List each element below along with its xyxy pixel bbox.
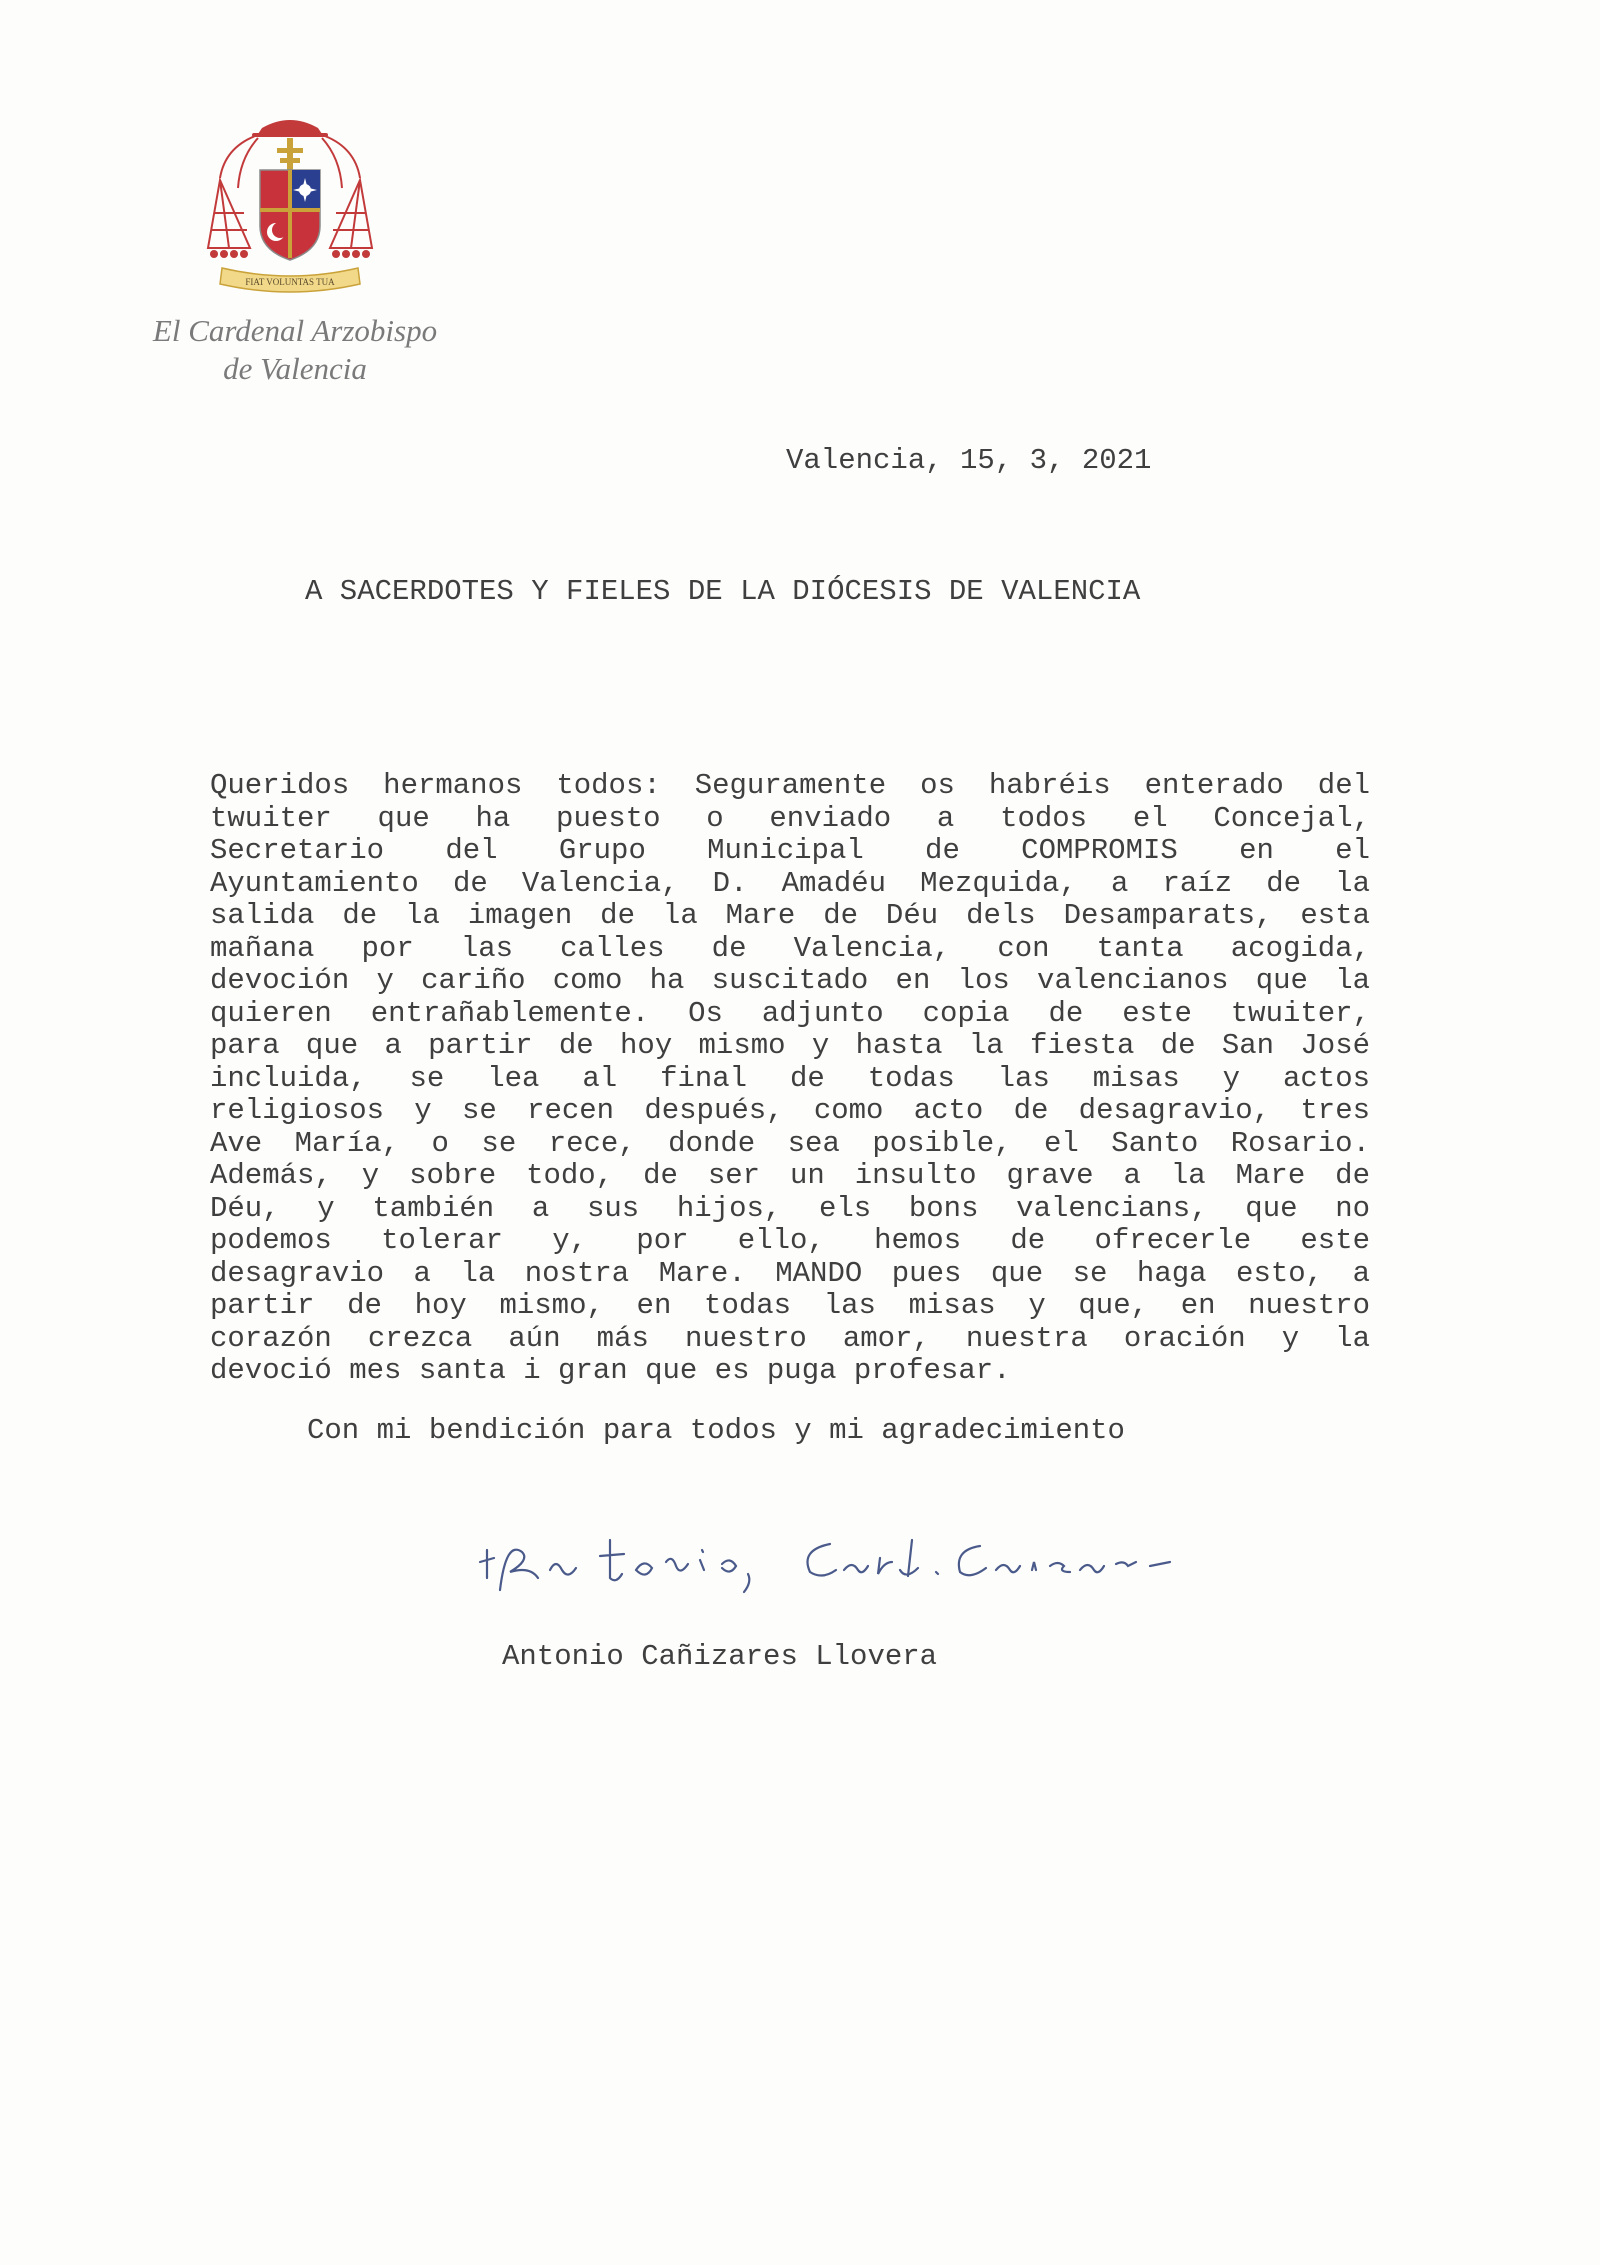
letter-body [210,770,1370,1388]
body-line: podemos tolerar y, por ello, hemos de ofrecerle este [210,1224,1370,1257]
body-line: Queridos hermanos todos: Seguramente os habréis enterado del [210,769,1370,802]
body-line: Ave María, o se rece, donde sea posible, el Santo Rosario. [210,1126,1370,1160]
letterhead-line-2: de Valencia [223,351,367,386]
body-line: incluida, se lea al final de todas las misas y actos [210,1061,1370,1095]
closing-line: Con mi bendición para todos y mi agradecimiento [307,1414,1125,1447]
letterhead-title [140,312,450,388]
body-line: desagravio a la nostra Mare. MANDO pues que se haga esto, a [210,1256,1370,1290]
body-line: partir de hoy mismo, en todas las misas y que, en nuestro [210,1289,1370,1322]
motto-text: FIAT VOLUNTAS TUA [245,277,335,287]
date-line: Valencia, 15, 3, 2021 [786,444,1152,477]
handwritten-signature [460,1500,1280,1610]
body-line: para que a partir de hoy mismo y hasta la fiesta de San José [210,1029,1370,1062]
body-line: devoció mes santa i gran que es puga profesar. [210,1354,1011,1387]
addressee-heading: A SACERDOTES Y FIELES DE LA DIÓCESIS DE VALENCIA [305,575,1141,608]
body-line: Déu, y también a sus hijos, els bons valencians, que no [210,1191,1370,1225]
letterhead-line-1: El Cardenal Arzobispo [152,313,438,348]
body-line: salida de la imagen de la Mare de Déu dels Desamparats, esta [210,899,1370,932]
body-line: twuiter que ha puesto o enviado a todos el Concejal, [210,801,1370,835]
body-line: devoción y cariño como ha suscitado en los valencianos que la [210,964,1370,997]
body-line: religiosos y se recen después, como acto de desagravio, tres [210,1094,1370,1127]
signer-name: Antonio Cañizares Llovera [502,1640,938,1673]
body-line: mañana por las calles de Valencia, con tanta acogida, [210,931,1370,965]
body-line: corazón crezca aún más nuestro amor, nuestra oración y la [210,1321,1370,1355]
body-line: Secretario del Grupo Municipal de COMPROMIS en el [210,834,1370,867]
body-line: Ayuntamiento de Valencia, D. Amadéu Mezquida, a raíz de la [210,866,1370,900]
body-line: quieren entrañablemente. Os adjunto copia de este twuiter, [210,996,1370,1030]
body-line: Además, y sobre todo, de ser un insulto grave a la Mare de [210,1159,1370,1192]
coat-of-arms-seal [200,108,380,298]
